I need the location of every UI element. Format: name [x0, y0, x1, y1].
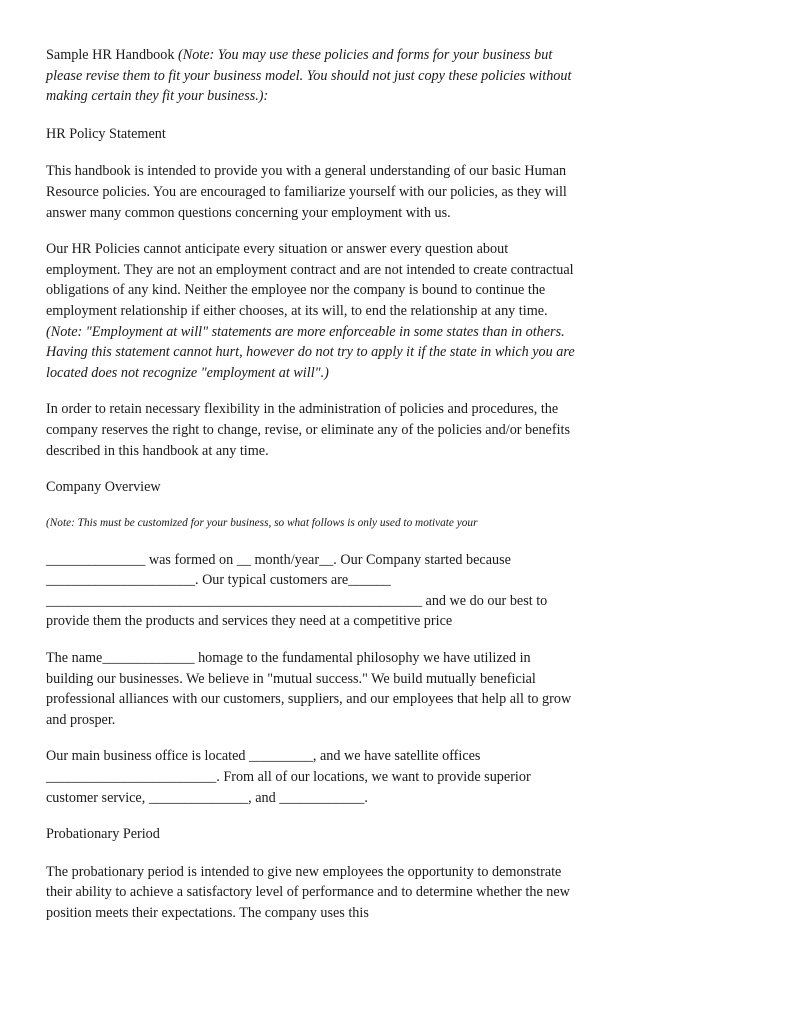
- hr-policy-paragraph-1: This handbook is intended to provide you with a general understanding of our basic Human Resource policies. You are encouraged to familiarize yourself with our policies, as they will answer many common questions concerning your employment with us.: [46, 163, 567, 221]
- company-overview-paragraph-3: Our main business office is located _________, and we have satellite offices ________________________. From all of our locations, we want to provide superior customer service, ______________, and ____________.: [46, 748, 531, 806]
- employment-at-will-note: (Note: "Employment at will" statements are more enforceable in some states than in others. Having this statement cannot hurt, however do not try to apply it if the state in which you are located does not recognize "employment at will".): [46, 323, 575, 381]
- probationary-period-heading: Probationary Period: [46, 826, 160, 843]
- hr-policy-paragraph-3: In order to retain necessary flexibility in the administration of policies and procedures, the company reserves the right to change, revise, or eliminate any of the policies and/or benefits described in this handbook at any time.: [46, 401, 570, 459]
- probationary-paragraph-1: The probationary period is intended to give new employees the opportunity to demonstrate their ability to achieve a satisfactory level of performance and to determine whether the new position meets their expectations. The company uses this: [46, 863, 570, 921]
- hr-policy-heading: HR Policy Statement: [46, 125, 166, 142]
- hr-policy-paragraph-2-text: Our HR Policies cannot anticipate every situation or answer every question about employment. They are not an employment contract and are not intended to create contractual obligations of any kind. Neither the employee nor the company is bound to continue the employment relationship if either chooses, at its will, to end the relationship at any time.: [46, 241, 574, 319]
- intro-paragraph: [46, 45, 576, 107]
- document-page: [46, 45, 576, 940]
- company-overview-heading: Company Overview: [46, 479, 161, 496]
- company-overview-paragraph-1: ______________ was formed on __ month/year__. Our Company started because _____________________. Our typical customers are______ _____________________________________________________ and we do our best to provide them the products and services they need at a competitive price: [46, 551, 548, 630]
- intro-note: (Note: You may use these policies and forms for your business but please revise them to fit your business model. You should not just copy these policies without making certain they fit your business.):: [46, 47, 572, 105]
- handbook-title: Sample HR Handbook: [46, 47, 175, 63]
- company-overview-paragraph-2: The name_____________ homage to the fundamental philosophy we have utilized in building our businesses. We believe in "mutual success." We build mutually beneficial professional alliances with our customers, suppliers, and our employees that help all to grow and prosper.: [46, 650, 572, 728]
- hr-policy-paragraph-2: [46, 239, 576, 383]
- company-overview-note: (Note: This must be customized for your business, so what follows is only used to motivate your: [46, 516, 478, 529]
